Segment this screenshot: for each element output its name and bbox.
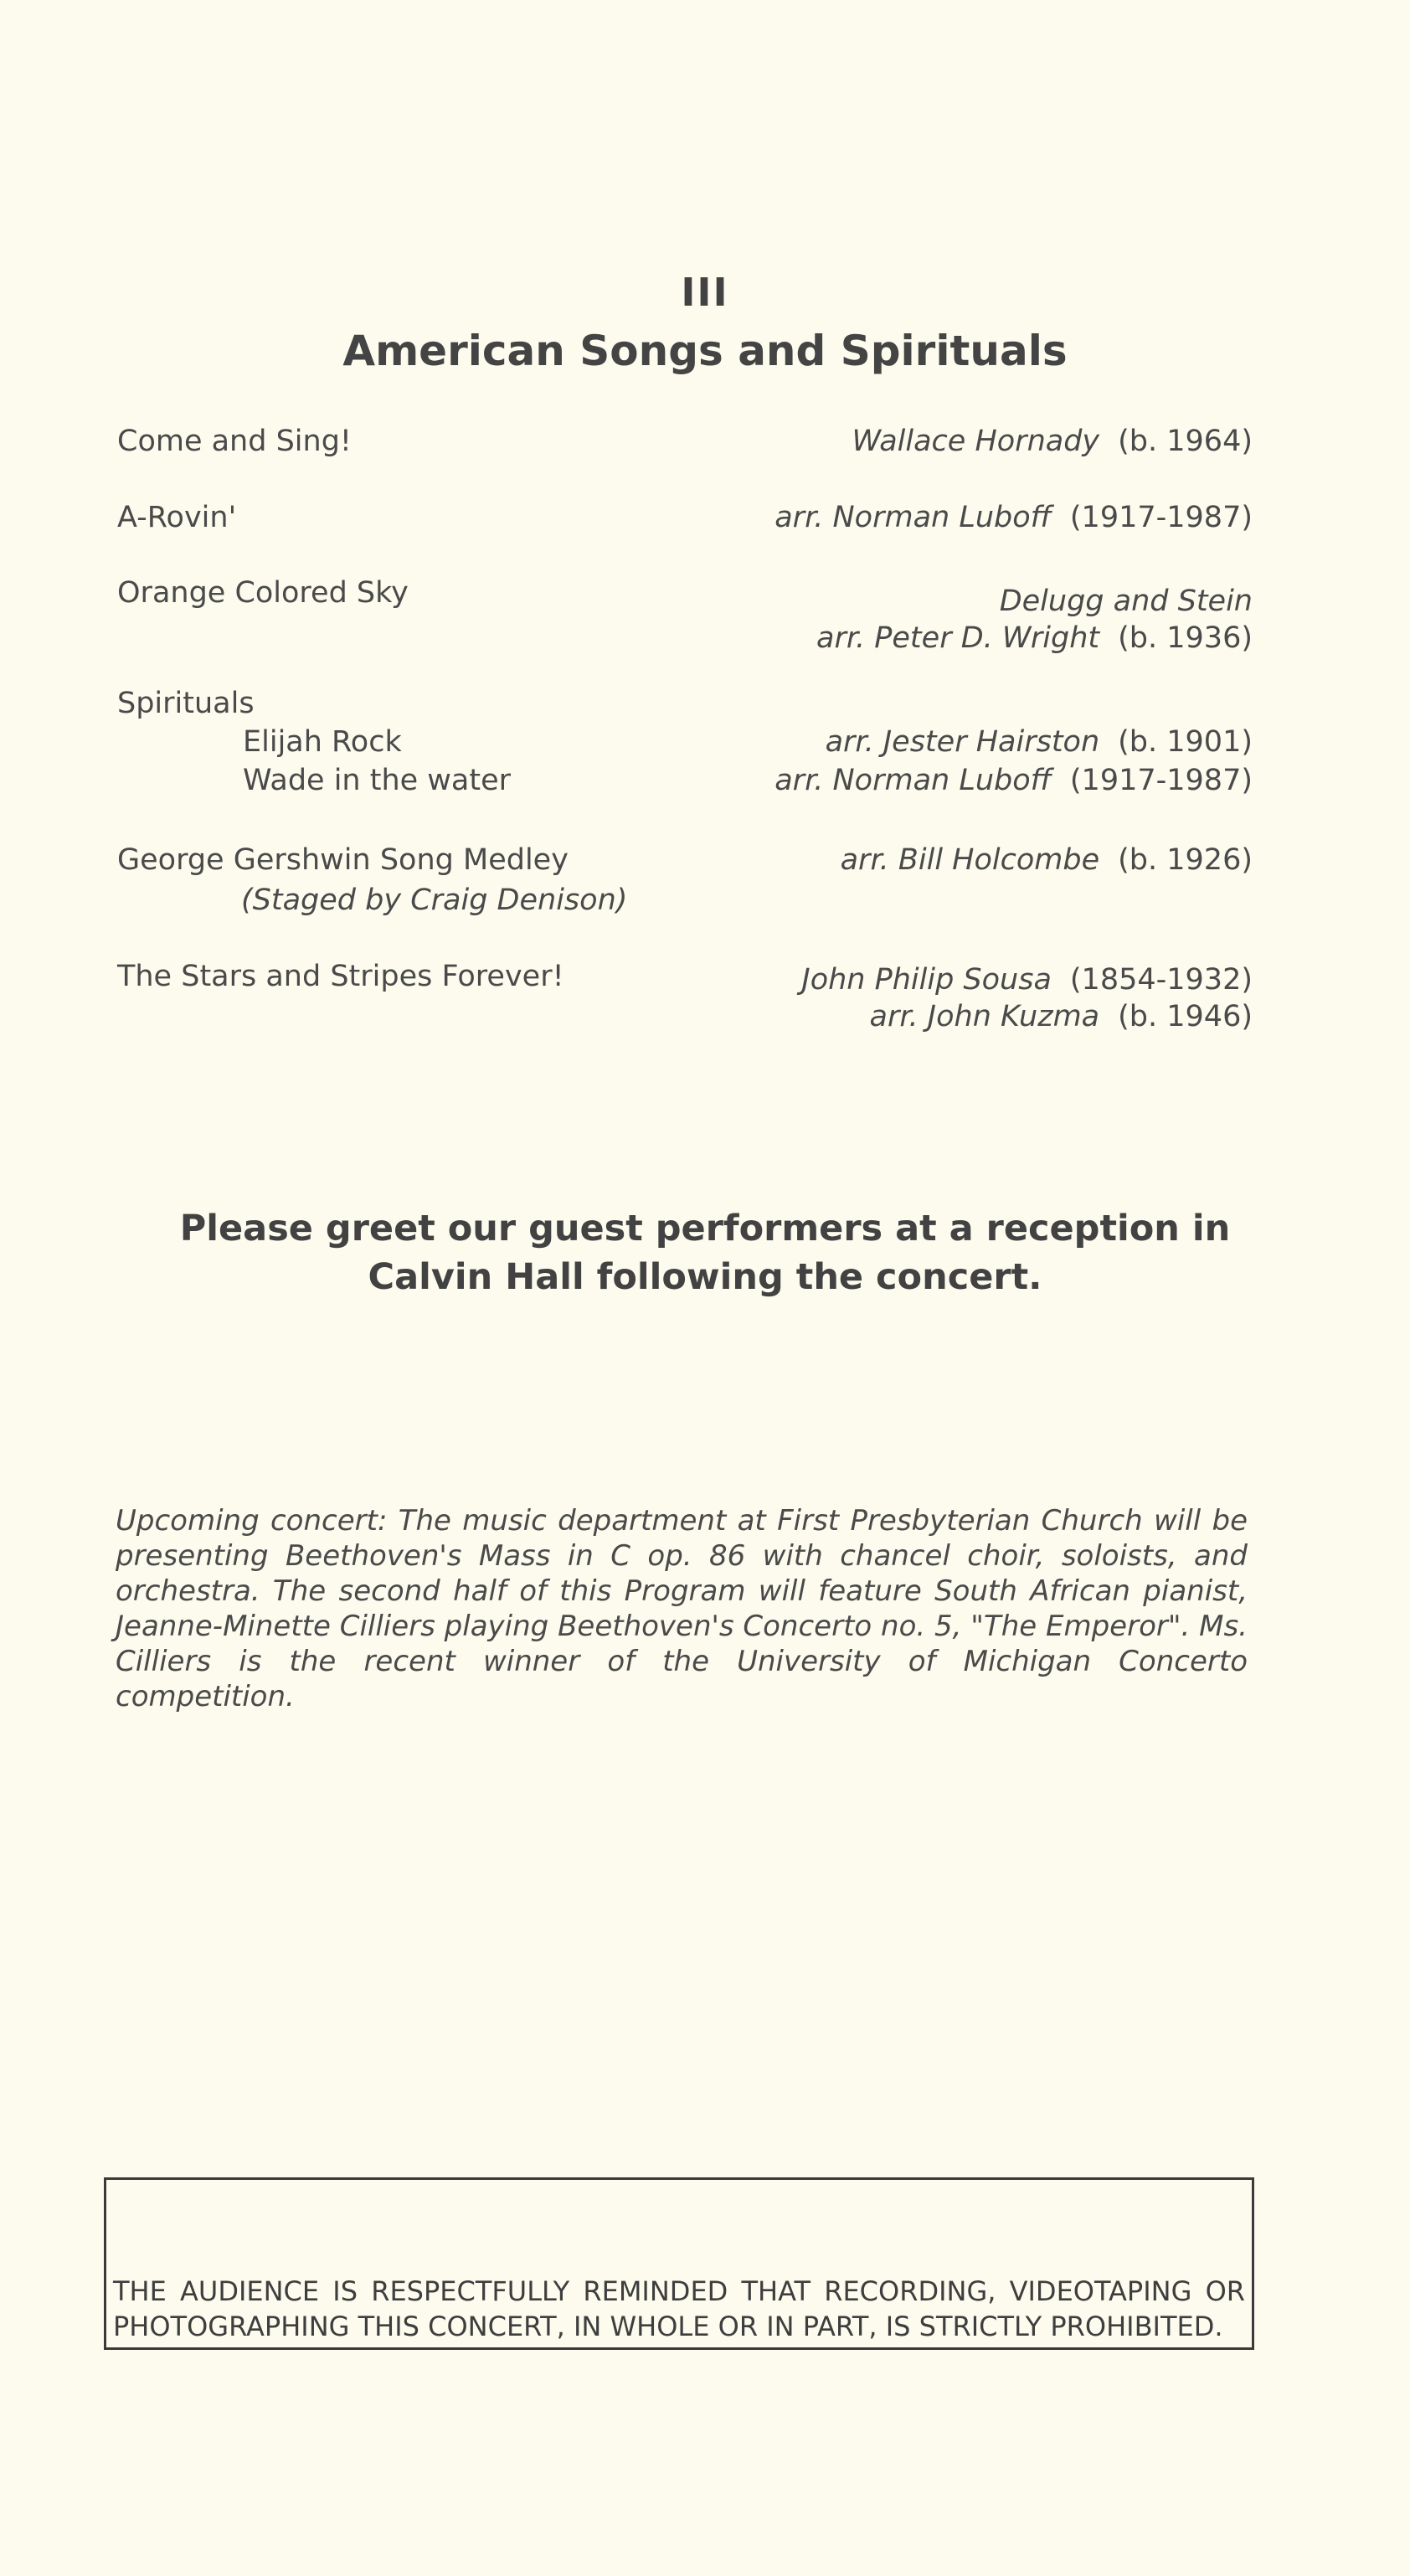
piece-title: Orange Colored Sky	[117, 576, 409, 610]
group-title: Spirituals	[117, 687, 255, 720]
composer-dates: (b. 1901)	[1118, 725, 1253, 759]
piece-subtitle: (Staged by Craig Denison)	[241, 884, 628, 917]
composer-dates: (1917-1987)	[1069, 764, 1253, 797]
piece-title: Wade in the water	[243, 764, 512, 797]
composer-credit	[774, 764, 1253, 797]
composer-dates: (b. 1936)	[1118, 621, 1253, 655]
reception-announcement	[0, 1204, 1410, 1301]
arranger-name: arr. John Kuzma	[869, 1000, 1100, 1033]
composer-credit	[826, 725, 1253, 759]
section-numeral: III	[681, 270, 729, 315]
composer-credit	[852, 425, 1253, 458]
composer-dates: (b. 1964)	[1118, 425, 1253, 458]
piece-title: A-Rovin'	[117, 501, 237, 534]
composer-name: John Philip Sousa	[801, 963, 1052, 997]
arranger-dates: (b. 1946)	[1118, 1000, 1253, 1033]
piece-title: Elijah Rock	[243, 725, 402, 759]
reception-line-1: Please greet our guest performers at a reception in	[179, 1208, 1231, 1249]
arranger-name: arr. Peter D. Wright	[816, 621, 1100, 655]
composer-credit-line2	[870, 1000, 1253, 1033]
composer-credit-line2	[816, 621, 1253, 655]
composer-credit	[774, 501, 1253, 534]
composer-credit-line1	[1000, 585, 1253, 618]
piece-title: The Stars and Stripes Forever!	[117, 960, 564, 993]
recording-notice-text: THE AUDIENCE IS RESPECTFULLY REMINDED THAT RECORDING, VIDEOTAPING OR PHOTOGRAPHING THIS CONCERT, IN WHOLE OR IN PART, IS STRICTLY PROHIBITED.	[113, 2275, 1245, 2342]
composer-dates: (b. 1926)	[1118, 843, 1253, 877]
composer-name: arr. Norman Luboff	[774, 764, 1052, 797]
piece-title: Come and Sing!	[117, 425, 352, 458]
composer-name: arr. Norman Luboff	[774, 501, 1052, 534]
composer-credit-line1	[801, 963, 1253, 997]
composer-name: arr. Jester Hairston	[825, 725, 1100, 759]
piece-title: George Gershwin Song Medley	[117, 843, 569, 877]
composer-name: Wallace Hornady	[852, 425, 1100, 458]
upcoming-concert-note: Upcoming concert: The music department at First Presbyterian Church will be presenting Beethoven's Mass in C op. 86 with chancel choir, soloists, and orchestra. The second half of this Program will feature South African pianist, Jeanne-Minette Cilliers playing Beethoven's Concerto no. 5, "The Emperor". Ms. Cilliers is the recent winner of the University of Michigan Concerto competition.	[116, 1504, 1248, 1713]
reception-line-2: Calvin Hall following the concert.	[368, 1256, 1042, 1298]
composer-credit	[841, 843, 1253, 877]
composer-dates: (1854-1932)	[1069, 963, 1253, 997]
section-title: American Songs and Spirituals	[342, 327, 1068, 375]
composer-name: arr. Bill Holcombe	[840, 843, 1100, 877]
composer-name: Delugg and Stein	[999, 585, 1253, 618]
recording-notice-box	[104, 2177, 1254, 2350]
composer-dates: (1917-1987)	[1069, 501, 1253, 534]
